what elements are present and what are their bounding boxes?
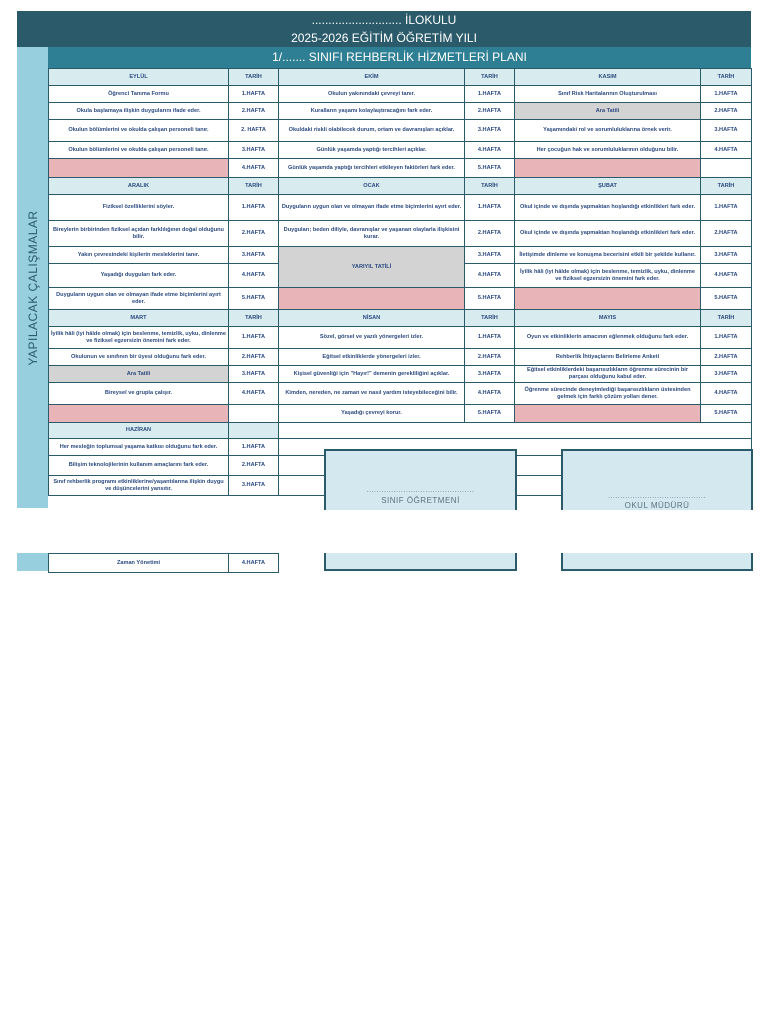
week-cell: 1.HAFTA <box>701 195 752 221</box>
week-cell <box>229 405 279 423</box>
activity-cell: Öğrenme sürecinde deneyimlediği başarısızlıkların üstesinden gelmek için farklı çözüm yolları dener. <box>515 383 701 405</box>
principal-signature-box-bottom <box>561 553 753 571</box>
activity-cell: Duyguların uygun olan ve olmayan ifade etme biçimlerini ayırt eder. <box>279 195 465 221</box>
activity-cell: Kimden, nereden, ne zaman ve nasıl yardım isteyebileceğini bilir. <box>279 383 465 405</box>
activity-cell: Sınıf rehberlik programı etkinliklerine/yaşantılarına ilişkin duygu ve düşüncelerini yansıtır. <box>49 476 229 496</box>
week-cell: 4.HAFTA <box>229 264 279 288</box>
teacher-signature-box <box>324 449 517 510</box>
activity-cell: Bireysel ve grupla çalışır. <box>49 383 229 405</box>
date-header: TARİH <box>701 310 752 327</box>
date-header: TARİH <box>701 178 752 195</box>
activity-cell: Yaşamındaki rol ve sorumluluklarına örnek verir. <box>515 120 701 142</box>
month-header: KASIM <box>515 69 701 86</box>
week-cell: 3.HAFTA <box>229 247 279 264</box>
activity-cell: Sınıf Risk Haritalarının Oluşturulması <box>515 86 701 103</box>
plan-title: 1/....... SINIFI REHBERLİK HİZMETLERİ PLANI <box>48 47 751 68</box>
week-cell: 5.HAFTA <box>465 405 515 423</box>
school-name-header: ........................... İLOKULU <box>17 11 751 29</box>
date-header: TARİH <box>465 69 515 86</box>
activity-cell: Eğitsel etkinliklerde yönergeleri izler. <box>279 349 465 366</box>
principal-signature-box <box>561 449 753 510</box>
blank-area <box>279 423 752 439</box>
activity-cell <box>279 288 465 310</box>
activity-cell: Yakın çevresindeki kişilerin mesleklerini tanır. <box>49 247 229 264</box>
week-cell <box>701 159 752 178</box>
principal-signature-line: ........................................ <box>608 493 706 500</box>
school-year-header: 2025-2026 EĞİTİM ÖĞRETİM YILI <box>17 29 751 47</box>
activity-cell: Rehberlik İhtiyaçlarını Belirleme Anketi <box>515 349 701 366</box>
activity-cell: Duyguların uygun olan ve olmayan ifade etme biçimlerini ayırt eder. <box>49 288 229 310</box>
week-cell: 3.HAFTA <box>465 247 515 264</box>
date-header <box>229 423 279 439</box>
month-header: EKİM <box>279 69 465 86</box>
month-header: ŞUBAT <box>515 178 701 195</box>
week-cell: 3.HAFTA <box>465 366 515 383</box>
activity-cell: Öğrenci Tanıma Formu <box>49 86 229 103</box>
week-cell: 3.HAFTA <box>229 476 279 496</box>
activity-cell: Okul içinde ve dışında yapmaktan hoşlandığı etkinlikleri fark eder. <box>515 195 701 221</box>
week-cell: 1.HAFTA <box>465 327 515 349</box>
week-cell: 2.HAFTA <box>229 349 279 366</box>
activity-cell: Günlük yaşamda yaptığı tercihleri etkileyen faktörleri fark eder. <box>279 159 465 178</box>
month-header: MAYIS <box>515 310 701 327</box>
teacher-signature-line: ............................................ <box>366 487 475 494</box>
teacher-signature-box-bottom <box>324 553 517 571</box>
date-header: TARİH <box>701 69 752 86</box>
sidebar-label: YAPILACAK ÇALIŞMALAR <box>26 210 40 366</box>
activity-cell: Her çocuğun hak ve sorumluluklarının olduğunu bilir. <box>515 142 701 159</box>
week-cell: 3.HAFTA <box>229 142 279 159</box>
month-header: HAZİRAN <box>49 423 229 439</box>
activity-cell: Fiziksel özelliklerini söyler. <box>49 195 229 221</box>
week-cell: 4.HAFTA <box>701 142 752 159</box>
week-cell: 3.HAFTA <box>229 366 279 383</box>
activity-cell: Eğitsel etkinliklerdeki başarısızlıkların öğrenme sürecinin bir parçası olduğunu kabul eder. <box>515 366 701 383</box>
date-header: TARİH <box>229 178 279 195</box>
week-cell: 4.HAFTA <box>229 159 279 178</box>
week-cell: 3.HAFTA <box>701 120 752 142</box>
week-cell: 3.HAFTA <box>701 366 752 383</box>
activity-cell: Okuldaki riskli olabilecek durum, ortam ve davranışları açıklar. <box>279 120 465 142</box>
activity-cell: Ara Tatili <box>515 103 701 120</box>
activity-cell: Okulun bölümlerini ve okulda çalışan personeli tanır. <box>49 142 229 159</box>
week-cell: 2.HAFTA <box>701 221 752 247</box>
plan-grid <box>48 68 752 496</box>
activity-cell: Yaşadığı duyguları fark eder. <box>49 264 229 288</box>
week-cell: 2.HAFTA <box>465 221 515 247</box>
week-cell: 1.HAFTA <box>229 195 279 221</box>
week-cell: 4.HAFTA <box>229 383 279 405</box>
week-cell: 2.HAFTA <box>465 103 515 120</box>
week-cell: 5.HAFTA <box>465 288 515 310</box>
activity-cell: Okulunun ve sınıfının bir üyesi olduğunu fark eder. <box>49 349 229 366</box>
date-header: TARİH <box>465 310 515 327</box>
activity-cell: Duyguları; beden diliyle, davranışlar ve yaşanan olaylarla ilişkisini kurar. <box>279 221 465 247</box>
week-cell: 5.HAFTA <box>465 159 515 178</box>
activity-cell: Ara Tatili <box>49 366 229 383</box>
week-cell: 3.HAFTA <box>701 247 752 264</box>
week-cell: 2.HAFTA <box>229 456 279 476</box>
bottom-row <box>48 553 279 573</box>
activity-cell: Bilişim teknolojilerinin kullanım amaçlarını fark eder. <box>49 456 229 476</box>
activity-cell <box>515 288 701 310</box>
week-cell: 4.HAFTA <box>701 264 752 288</box>
week-cell: 5.HAFTA <box>701 405 752 423</box>
week-cell: 1.HAFTA <box>229 86 279 103</box>
week-cell: 2.HAFTA <box>701 103 752 120</box>
activity-cell <box>515 159 701 178</box>
week-cell: 3.HAFTA <box>465 120 515 142</box>
activity-cell <box>515 405 701 423</box>
week-cell: 4.HAFTA <box>701 383 752 405</box>
principal-title: OKUL MÜDÜRÜ <box>624 501 690 510</box>
activity-cell: Okula başlamaya ilişkin duygularını ifade eder. <box>49 103 229 120</box>
week-cell: 5.HAFTA <box>701 288 752 310</box>
week-cell: 1.HAFTA <box>701 327 752 349</box>
month-header: ARALIK <box>49 178 229 195</box>
activity-cell <box>49 405 229 423</box>
week-cell: 1.HAFTA <box>701 86 752 103</box>
activity-cell: Okulun yakınındaki çevreyi tanır. <box>279 86 465 103</box>
activity-cell: Okul içinde ve dışında yapmaktan hoşlandığı etkinlikleri fark eder. <box>515 221 701 247</box>
week-cell: 1.HAFTA <box>229 327 279 349</box>
activity-cell: İletişimde dinleme ve konuşma becerisini etkili bir şekilde kullanır. <box>515 247 701 264</box>
week-cell: 1.HAFTA <box>229 439 279 456</box>
month-header: MART <box>49 310 229 327</box>
week-cell: 4.HAFTA <box>465 383 515 405</box>
semester-break-cell: YARIYIL TATİLİ <box>279 247 465 288</box>
activity-cell: Her mesleğin toplumsal yaşama katkısı olduğunu fark eder. <box>49 439 229 456</box>
week-cell: 2.HAFTA <box>229 221 279 247</box>
month-header: EYLÜL <box>49 69 229 86</box>
activity-cell: İyilik hâli (iyi hâlde olmak) için beslenme, temizlik, uyku, dinlenme ve fiziksel egzersizin önemini fark eder. <box>49 327 229 349</box>
activity-cell <box>49 159 229 178</box>
activity-cell: Oyun ve etkinliklerin amacının eğlenmek olduğunu fark eder. <box>515 327 701 349</box>
teacher-title: SINIF ÖĞRETMENİ <box>381 496 460 505</box>
activity-cell: Yaşadığı çevreyi korur. <box>279 405 465 423</box>
date-header: TARİH <box>229 310 279 327</box>
activity-cell: Kuralların yaşamı kolaylaştıracağını fark eder. <box>279 103 465 120</box>
week-cell: 5.HAFTA <box>229 288 279 310</box>
activity-cell: Kişisel güvenliği için "Hayır!" demenin gerekliliğini açıklar. <box>279 366 465 383</box>
date-header: TARİH <box>229 69 279 86</box>
week-cell: 4.HAFTA <box>465 142 515 159</box>
sidebar-band-bottom <box>17 553 48 571</box>
activity-cell: İyilik hâli (iyi hâlde olmak) için beslenme, temizlik, uyku, dinlenme ve fiziksel egzersizin önemini fark eder. <box>515 264 701 288</box>
activity-cell: Okulun bölümlerini ve okulda çalışan personeli tanır. <box>49 120 229 142</box>
month-header: NİSAN <box>279 310 465 327</box>
week-cell: 4.HAFTA <box>465 264 515 288</box>
june-last-activity: Zaman Yönetimi <box>49 554 229 573</box>
activity-cell: Bireylerin birbirinden fiziksel açıdan farklılığının doğal olduğunu bilir. <box>49 221 229 247</box>
week-cell: 1.HAFTA <box>465 86 515 103</box>
activity-cell: Günlük yaşamda yaptığı tercihleri açıklar. <box>279 142 465 159</box>
week-cell: 1.HAFTA <box>465 195 515 221</box>
week-cell: 2.HAFTA <box>701 349 752 366</box>
week-cell: 2.HAFTA <box>465 349 515 366</box>
june-last-week: 4.HAFTA <box>229 554 279 573</box>
week-cell: 2. HAFTA <box>229 120 279 142</box>
activity-cell: Sözel, görsel ve yazılı yönergeleri izler. <box>279 327 465 349</box>
week-cell: 2.HAFTA <box>229 103 279 120</box>
date-header: TARİH <box>465 178 515 195</box>
month-header: OCAK <box>279 178 465 195</box>
